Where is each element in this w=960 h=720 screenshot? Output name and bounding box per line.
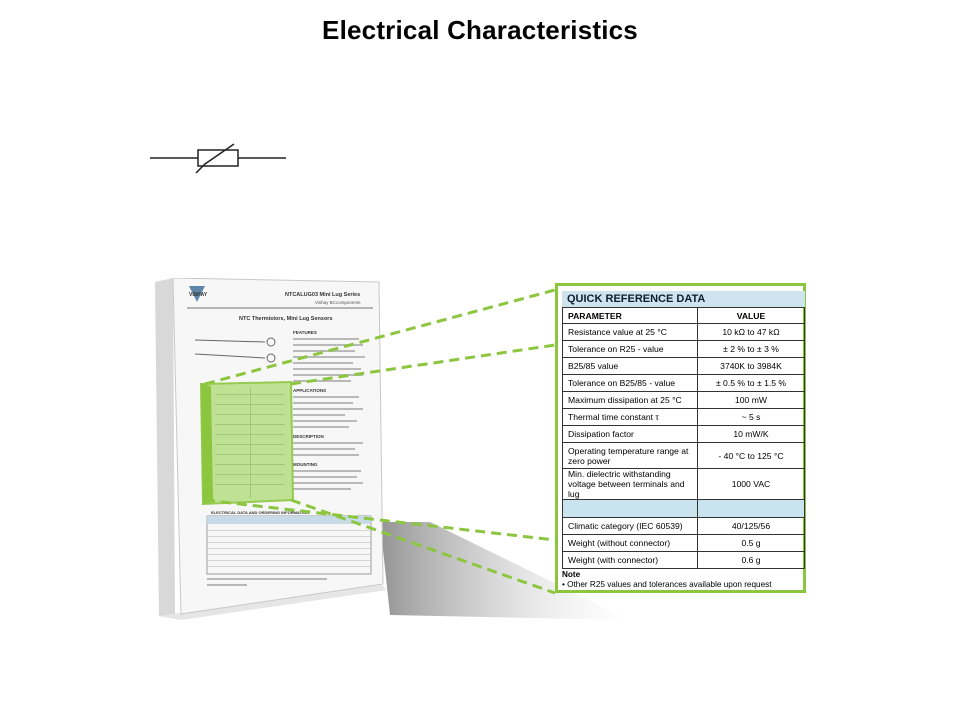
value-cell: 100 mW (698, 392, 805, 409)
value-cell: 0.6 g (698, 552, 805, 569)
table-note (562, 570, 772, 590)
table-header-row (563, 308, 805, 324)
svg-text:NTCALUG03 Mini Lug Series: NTCALUG03 Mini Lug Series (285, 292, 361, 298)
table-row (563, 552, 805, 569)
svg-text:FEATURES: FEATURES (293, 330, 317, 335)
table-row-blank (563, 500, 805, 518)
parameter-cell: Tolerance on R25 - value (563, 341, 698, 358)
value-column-header: VALUE (698, 308, 805, 324)
table-row (563, 324, 805, 341)
table-row (563, 518, 805, 535)
svg-text:MOUNTING: MOUNTING (293, 462, 318, 467)
table-row (563, 375, 805, 392)
value-cell: 3740K to 3984K (698, 358, 805, 375)
parameter-cell: Operating temperature range at zero power (563, 443, 698, 469)
page-title: Electrical Characteristics (322, 15, 638, 45)
value-cell: 10 mW/K (698, 426, 805, 443)
table-row (563, 341, 805, 358)
parameter-column-header: PARAMETER (563, 308, 698, 324)
quick-reference-table (562, 307, 805, 569)
value-cell: ± 0.5 % to ± 1.5 % (698, 375, 805, 392)
note-item: • Other R25 values and tolerances available upon request (562, 580, 772, 589)
note-label: Note (562, 570, 581, 579)
value-cell: 0.5 g (698, 535, 805, 552)
value-cell: 10 kΩ to 47 kΩ (698, 324, 805, 341)
table-row (563, 358, 805, 375)
svg-text:NTC Thermistors, Mini Lug Sens: NTC Thermistors, Mini Lug Sensors (239, 316, 333, 322)
svg-text:ELECTRICAL DATA AND ORDERING I: ELECTRICAL DATA AND ORDERING INFORMATION (211, 510, 310, 515)
parameter-cell: Weight (with connector) (563, 552, 698, 569)
table-row (563, 409, 805, 426)
parameter-cell: Climatic category (IEC 60539) (563, 518, 698, 535)
svg-text:DESCRIPTION: DESCRIPTION (293, 434, 324, 439)
value-cell (698, 500, 805, 518)
parameter-cell: Weight (without connector) (563, 535, 698, 552)
value-cell: - 40 °C to 125 °C (698, 443, 805, 469)
parameter-cell: Maximum dissipation at 25 °C (563, 392, 698, 409)
parameter-cell: Dissipation factor (563, 426, 698, 443)
table-row (563, 392, 805, 409)
table-row (563, 469, 805, 500)
svg-text:VISHAY: VISHAY (189, 292, 208, 298)
svg-text:Vishay BCcomponents: Vishay BCcomponents (315, 300, 361, 305)
table-row (563, 443, 805, 469)
quick-reference-panel (555, 283, 806, 593)
parameter-cell: Min. dielectric withstanding voltage between terminals and lug (563, 469, 698, 500)
svg-text:APPLICATIONS: APPLICATIONS (293, 388, 327, 393)
table-row (563, 535, 805, 552)
parameter-cell (563, 500, 698, 518)
parameter-cell: Resistance value at 25 °C (563, 324, 698, 341)
value-cell: ± 2 % to ± 3 % (698, 341, 805, 358)
value-cell: 40/125/56 (698, 518, 805, 535)
note-text: Other R25 values and tolerances available upon request (567, 580, 772, 589)
quick-reference-heading: QUICK REFERENCE DATA (562, 291, 805, 307)
parameter-cell: B25/85 value (563, 358, 698, 375)
value-cell: 1000 VAC (698, 469, 805, 500)
parameter-cell: Thermal time constant τ (563, 409, 698, 426)
table-row (563, 426, 805, 443)
value-cell: ~ 5 s (698, 409, 805, 426)
parameter-cell: Tolerance on B25/85 - value (563, 375, 698, 392)
